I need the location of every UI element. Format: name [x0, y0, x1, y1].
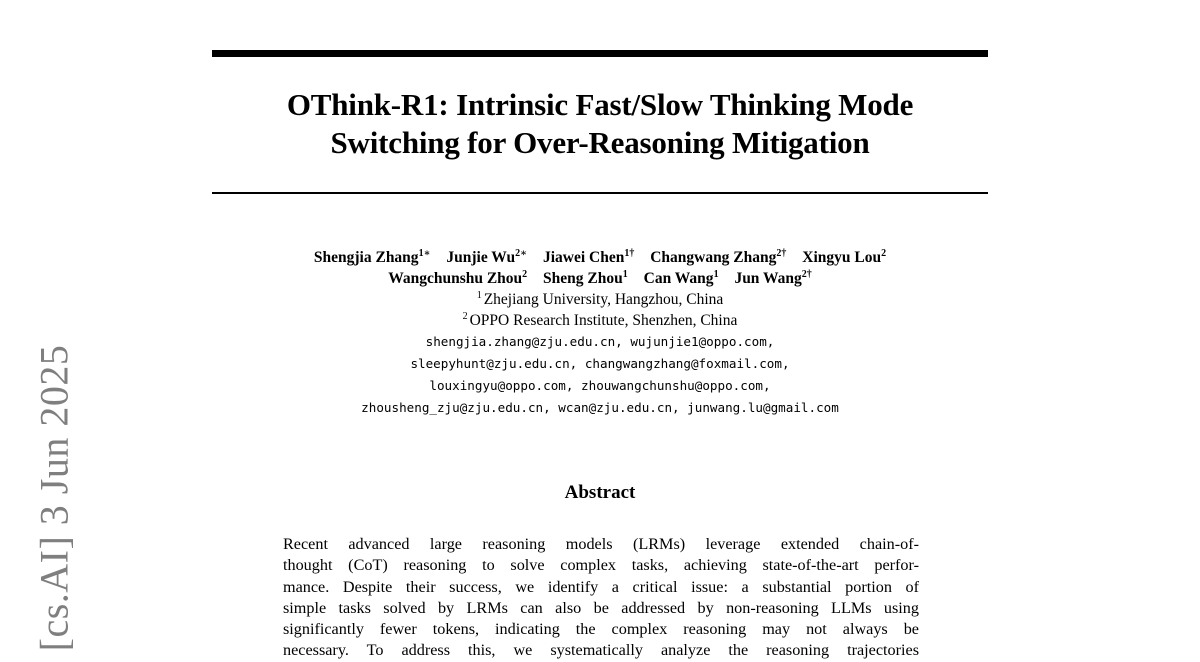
author-line-1: [212, 247, 988, 268]
abstract-line-6: necessary. To address this, we systematically analyze the reasoning trajectories: [283, 641, 919, 660]
author-3: Jiawei Chen$^{1\dagger}$: [542, 248, 635, 266]
author-7: Sheng Zhou$^1$: [543, 269, 628, 287]
title-rule: [212, 192, 988, 194]
email-line-4: zhousheng_zju@zju.edu.cn, wcan@zju.edu.cn, junwang.lu@gmail.com: [361, 400, 839, 415]
abstract-heading: Abstract: [564, 482, 636, 503]
author-1: Shengjia Zhang$^{1∗}$: [313, 248, 431, 266]
email-list: [212, 331, 988, 419]
email-line-3: louxingyu@oppo.com, zhouwangchunshu@oppo.com,: [429, 378, 771, 393]
abstract-line-3: mance. Despite their success, we identify a critical issue: a substantial portion of: [283, 577, 919, 596]
affiliation-1: $^1$ Zhejiang University, Hangzhou, China: [476, 290, 724, 308]
title-line-1: OThink-R1: Intrinsic Fast/Slow Thinking Mode: [286, 87, 914, 122]
affiliation-2: $^2$ OPPO Research Institute, Shenzhen, China: [462, 311, 738, 329]
author-2: Junjie $Wu^{2∗}$: [446, 248, 528, 266]
author-5: Xingyu Lou$^2$: [802, 248, 887, 266]
title-line-2: Switching for Over-Reasoning Mitigation: [330, 125, 870, 160]
arxiv-stamp: [cs.AI] 3 Jun 2025: [31, 344, 77, 652]
abstract-line-1: Recent advanced large reasoning models (LRMs) leverage extended chain-of-: [283, 535, 919, 553]
paper-title: [212, 86, 988, 162]
email-line-1: shengjia.zhang@zju.edu.cn, wujunjie1@oppo.com,: [425, 334, 775, 349]
author-6: Wangchunshu Zhou$^2$: [388, 269, 528, 287]
author-block: [212, 247, 988, 419]
author-9: Jun Wang$^{2\dagger}$: [734, 269, 812, 287]
abstract-line-5: significantly fewer tokens, indicating the complex reasoning may not always be: [283, 620, 919, 639]
email-line-2: sleepyhunt@zju.edu.cn, changwangzhang@foxmail.com,: [410, 356, 790, 371]
abstract-body: [283, 534, 919, 662]
abstract-line-2: thought (CoT) reasoning to solve complex tasks, achieving state-of-the-art perfor-: [283, 556, 919, 575]
abstract-line-4: simple tasks solved by LRMs can also be addressed by non-reasoning LLMs using: [283, 598, 919, 617]
author-8: Can Wang$^1$: [643, 269, 719, 287]
top-rule: [212, 50, 988, 57]
author-4: Changwang Zhang$^{2\dagger}$: [650, 248, 787, 266]
author-line-2: [212, 268, 988, 289]
